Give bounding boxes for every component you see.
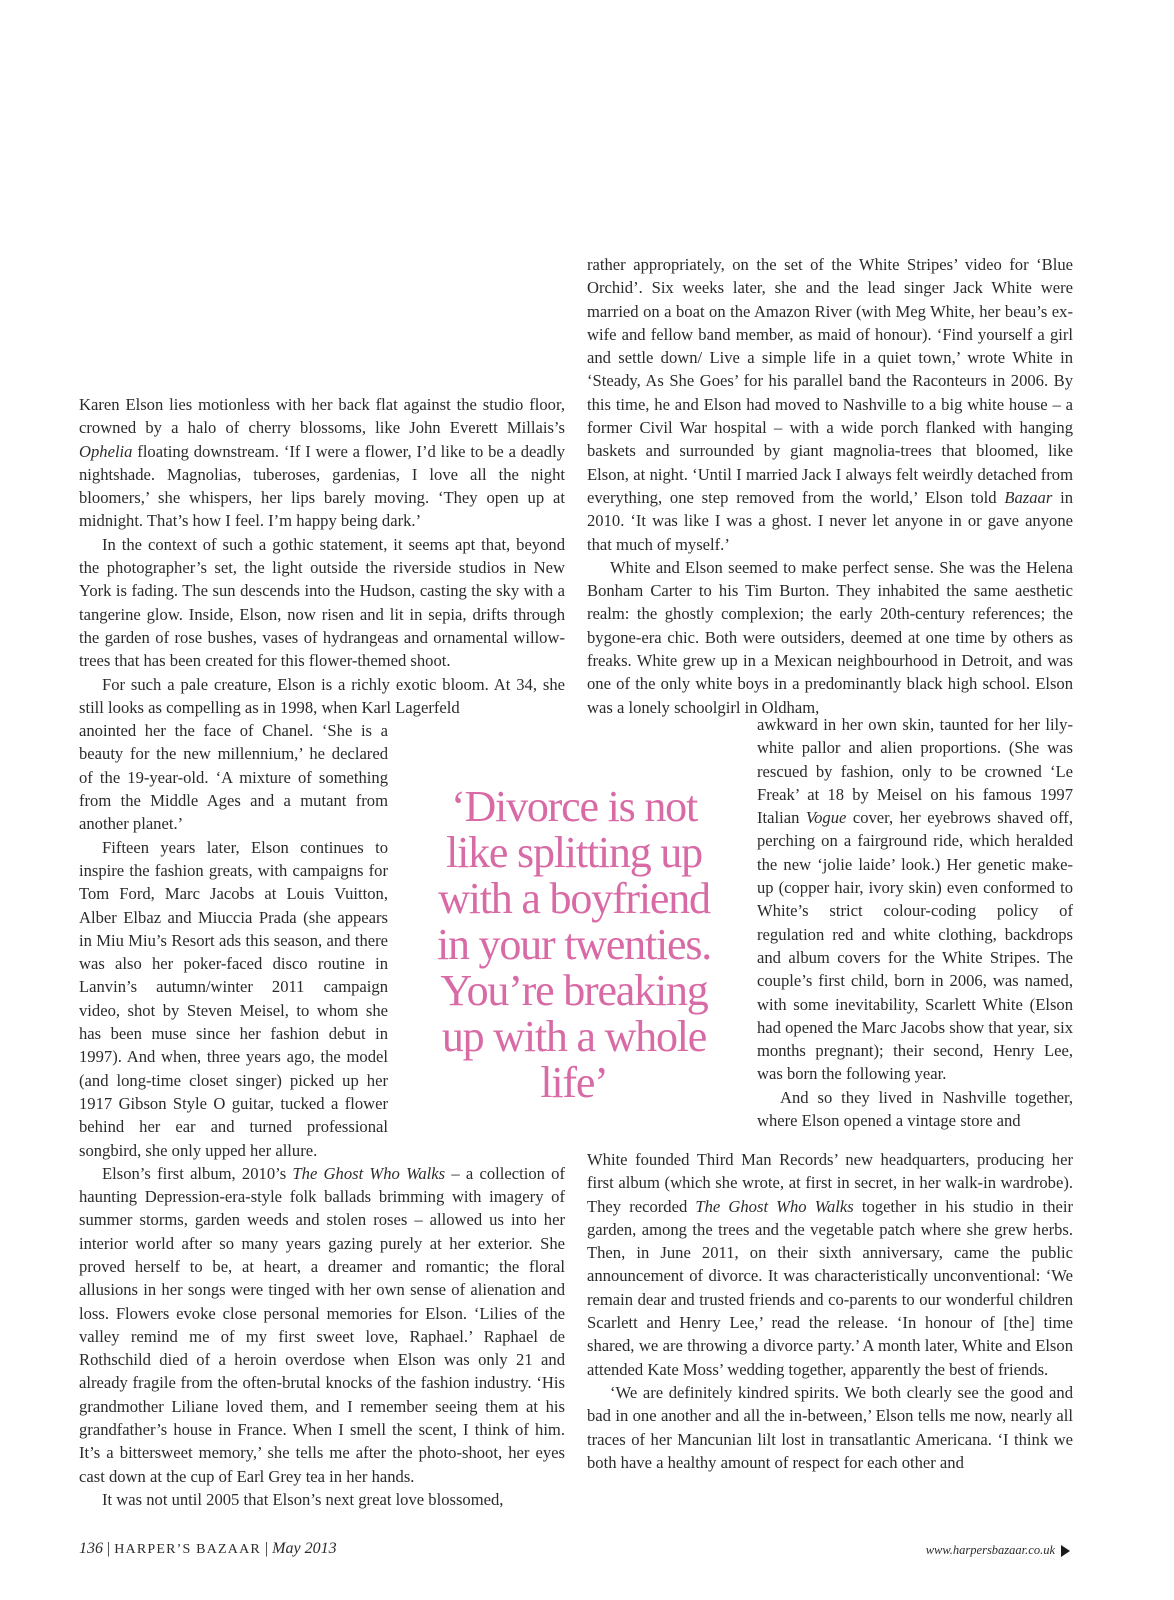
- paragraph: rather appropriately, on the set of the White Stripes’ video for ‘Blue Orchid’. Six weeks later, she and the lead singer Jack White were married on a boat on the Amazon River (with Meg White, her beau’s ex-wife and fellow band member, as maid of honour). ‘Find yourself a girl and settle down/ Live a simple life in a quiet town,’ wrote White in ‘Steady, As She Goes’ for his parallel band the Raconteurs in 2006. By this time, he and Elson had moved to Nashville to a big white house – a former Civil War hospital – with a wide porch flanked with hanging baskets and surrounded by giant magnolia-trees that bloomed, like Elson, at night. ‘Until I married Jack I always felt weirdly detached from everything, one step removed from the world,’ Elson told Bazaar in 2010. ‘It was like I was a ghost. I never let anyone in or gave anyone that much of myself.’: [587, 255, 1074, 554]
- paragraph: awkward in her own skin, taunted for her lily-white pallor and alien proportions. (She was rescued by fashion, only to be crowned ‘Le Freak’ at 18 by Meisel on his famous 1997 Italian Vogue cover, her eyebrows shaved off, perching on a fairground ride, which heralded the new ‘jolie laide’ look.) Her genetic make-up (copper hair, ivory skin) even conformed to White’s strict colour-coding policy of regulation red and white clothing, backdrops and album covers for the White Stripes. The couple’s first child, born in 2006, was named, with some inevitability, Scarlett White (Elson had opened the Marc Jacobs show that year, six months pregnant); their second, Henry Lee, was born the following year.: [757, 715, 1073, 1084]
- paragraph: anointed her the face of Chanel. ‘She is a beauty for the new millennium,’ he declared of the 19-year-old. ‘A mixture of something from the Middle Ages and a mutant from another planet.’: [79, 721, 388, 834]
- separator: |: [107, 1540, 115, 1557]
- pull-quote: ‘Divorce is not like splitting up with a boyfriend in your twenties. You’re breaking up with a whole life’: [436, 782, 712, 1107]
- issue-date: May 2013: [272, 1540, 337, 1557]
- right-column-narrow: [757, 713, 1073, 1132]
- right-column: [587, 253, 1073, 719]
- right-column-bottom: [587, 1148, 1073, 1474]
- magazine-name: HARPER’S BAZAAR: [114, 1542, 261, 1557]
- paragraph: In the context of such a gothic statement, it seems apt that, beyond the photographer’s set, the light outside the riverside studios in New York is fading. The sun descends into the Hudson, casting the sky with a tangerine glow. Inside, Elson, now risen and lit in sepia, drifts through the garden of rose bushes, vases of hydrangeas and ornamental willow-trees that has been created for this flower-themed shoot.: [79, 534, 565, 671]
- arrow-right-icon: [1061, 1545, 1070, 1557]
- paragraph: For such a pale creature, Elson is a richly exotic bloom. At 34, she still looks as compelling as in 1998, when Karl Lagerfeld: [79, 674, 565, 717]
- paragraph: Fifteen years later, Elson continues to inspire the fashion greats, with campaigns for Tom Ford, Marc Jacobs at Louis Vuitton, Alber Elbaz and Miuccia Prada (she appears in Miu Miu’s Resort ads this season, and there was also her poker-faced disco routine in Lanvin’s autumn/winter 2011 campaign video, shot by Steven Meisel, to whom she has been muse since her fashion debut in 1997). And when, three years ago, the model (and long-time closet singer) picked up her 1917 Gibson Style O guitar, tucked a flower behind her ear and turned professional songbird, she only upped her allure.: [79, 837, 388, 1160]
- paragraph: ‘We are definitely kindred spirits. We both clearly see the good and bad in one another and all the in-between,’ Elson tells me now, nearly all traces of her Mancunian lilt lost in transatlantic Americana. ‘I think we both have a healthy amount of respect for each other and: [587, 1382, 1073, 1472]
- paragraph: Karen Elson lies motionless with her back flat against the studio floor, crowned by a halo of cherry blossoms, like John Everett Millais’s Ophelia floating downstream. ‘If I were a flower, I’d like to be a deadly nightshade. Magnolias, tuberoses, gardenias, I love all the night bloomers,’ she whispers, her lips barely moving. ‘They open up at midnight. That’s how I feel. I’m happy being dark.’: [79, 395, 565, 531]
- paragraph: And so they lived in Nashville together, where Elson opened a vintage store and: [757, 1087, 1073, 1131]
- website-url[interactable]: www.harpersbazaar.co.uk: [925, 1543, 1055, 1557]
- paragraph: White founded Third Man Records’ new headquarters, producing her first album (which she wrote, at first in secret, in her walk-in wardrobe). They recorded The Ghost Who Walks together in his studio in their garden, among the trees and the vegetable patch where she grew herbs. Then, in June 2011, on their sixth anniversary, came the public announcement of divorce. It was characteristically unconventional: ‘We remain dear and trusted friends and co-parents to our wonderful children Scarlett and Henry Lee,’ read the release. ‘In honour of [the] time shared, we are throwing a divorce party.’ A month later, White and Elson attended Kate Moss’ wedding together, apparently the best of friends.: [587, 1150, 1074, 1379]
- paragraph: White and Elson seemed to make perfect sense. She was the Helena Bonham Carter to his Tim Burton. They inhabited the same aesthetic realm: the ghostly complexion; the early 20th-century references; the bygone-era chic. Both were outsiders, deemed at one time by others as freaks. White grew up in a Mexican neighbourhood in Detroit, and was one of the only white boys in a predominantly black high school. Elson was a lonely schoolgirl in Oldham,: [587, 557, 1073, 717]
- page-footer: [79, 1540, 337, 1558]
- narrow-block: [79, 719, 388, 1162]
- page-number: 136: [79, 1540, 103, 1557]
- paragraph: Elson’s first album, 2010’s The Ghost Who Walks – a collection of haunting Depression-era-style folk ballads brimming with imagery of summer storms, garden weeds and stolen roses – allowed us into her interior world after so many years gazing purely at her exterior. She proved herself to be, at heart, a dreamer and romantic; the floral allusions in her songs were tinged with her own sense of alienation and loss. Flowers evoke close personal memories for Elson. ‘Lilies of the valley remind me of my first sweet love, Raphael.’ Raphael de Rothschild died of a heroin overdose when Elson was only 21 and already fragile from the often-brutal knocks of the fashion industry. ‘His grandmother Liliane loved them, and I remember seeing them at his grandfather’s house in France. When I smell the scent, I think of him. It’s a bittersweet memory,’ she tells me after the photo-shoot, her eyes cast down at the cup of Earl Grey tea in her hands.: [79, 1163, 565, 1486]
- website-link[interactable]: [926, 1543, 1070, 1558]
- paragraph: It was not until 2005 that Elson’s next great love blossomed,: [102, 1489, 504, 1509]
- separator: |: [264, 1540, 273, 1557]
